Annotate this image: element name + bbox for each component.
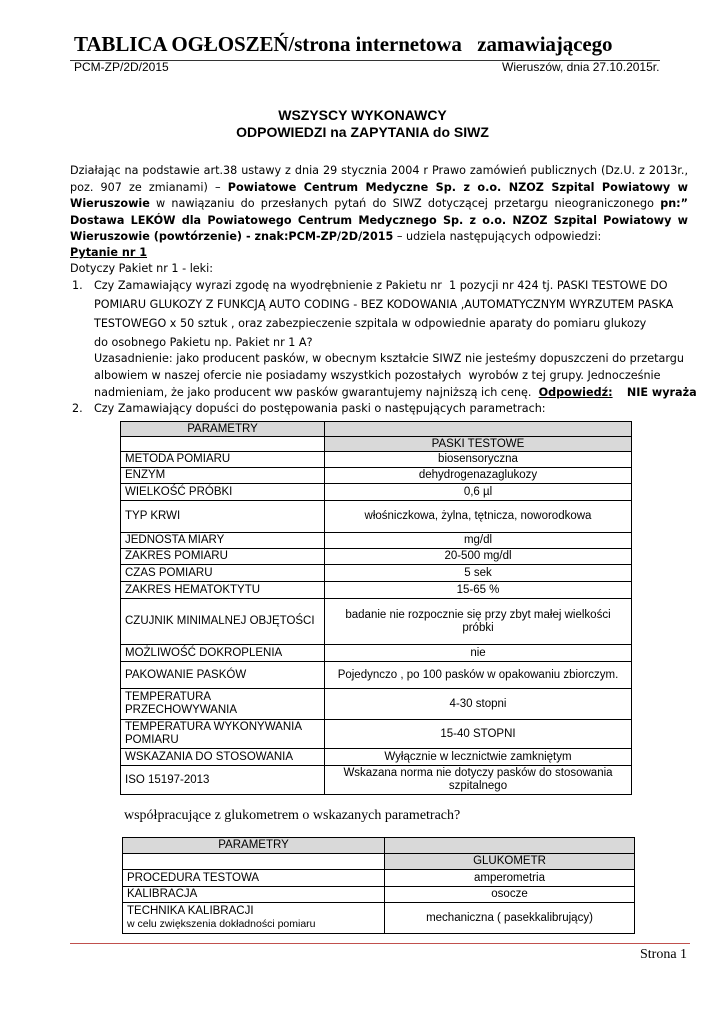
- value-cell: 5 sek: [325, 565, 632, 582]
- param-cell: KALIBRACJA: [123, 887, 385, 903]
- table-header-params: PARAMETRY: [121, 422, 325, 437]
- meter-question: współpracujące z glukometrem o wskazanych parametrach?: [124, 808, 461, 823]
- table-header-empty: [325, 422, 632, 437]
- glucometer-parameters-table: [122, 837, 635, 934]
- item-1-line: Czy Zamawiający wyrazi zgodę na wyodrębnienie z Pakietu nr 1 pozycji nr 424 tj. PASKI TESTOWE DO: [94, 279, 668, 292]
- table-row: [123, 903, 635, 934]
- table-row: [121, 720, 632, 749]
- table-subheader-meter: GLUKOMETR: [385, 854, 635, 870]
- table-row: [121, 582, 632, 599]
- table-row: [123, 887, 635, 903]
- table-row: [121, 645, 632, 662]
- value-cell: włośniczkowa, żylna, tętnicza, noworodkowa: [325, 501, 632, 533]
- table-row: [121, 689, 632, 720]
- place-date: Wieruszów, dnia 27.10.2015r.: [502, 60, 660, 74]
- strips-parameters-table: [120, 421, 632, 795]
- intro-tender-name: pn:” Dostawa LEKÓW dla Powiatowego Centrum Medycznego Sp. z o.o. NZOZ Szpital Powiatowy w Wieruszowie (powtórzenie) - znak:PCM-ZP/2D/2015: [70, 197, 688, 243]
- param-cell: METODA POMIARU: [121, 452, 325, 468]
- value-cell: biosensoryczna: [325, 452, 632, 468]
- item-1-line: POMIARU GLUKOZY Z FUNKCJĄ AUTO CODING - BEZ KODOWANIA ,AUTOMATYCZNYM WYRZUTEM PASKA: [94, 298, 674, 311]
- value-cell: nie: [325, 645, 632, 662]
- value-cell: Wyłącznie w lecznictwie zamkniętym: [325, 749, 632, 766]
- table-row: [121, 468, 632, 484]
- value-cell: badanie nie rozpocznie się przy zbyt małej wielkości próbki: [325, 599, 632, 645]
- justification-last: nadmieniam, że jako producent ww pasków gwarantujemy najniższą ich cenę.: [94, 386, 532, 399]
- value-cell: 0,6 µl: [325, 484, 632, 501]
- param-cell: [123, 903, 385, 934]
- intro-text-1: Działając na podstawie art.38 ustawy z dnia 29 stycznia 2004 r Prawo zamówień publicznych (Dz.U. z 2013r., poz. 907 ze zmianami) –: [70, 164, 688, 194]
- table-subheader-empty: [123, 854, 385, 870]
- table-row: [121, 766, 632, 795]
- justification-line: albowiem w naszej ofercie nie posiadamy wszystkich pozostałych wyrobów z tej grupy. Jednocześnie: [94, 369, 661, 382]
- param-cell: MOŻLIWOŚĆ DOKROPLENIA: [121, 645, 325, 662]
- value-cell: Wskazana norma nie dotyczy pasków do stosowania szpitalnego: [325, 766, 632, 795]
- item-1-line: TESTOWEGO x 50 sztuk , oraz zabezpieczenie szpitala w odpowiednie aparaty do pomiaru glukozy: [94, 317, 647, 330]
- justification-line: Uzasadnienie: jako producent pasków, w obecnym kształcie SIWZ nie jesteśmy dopuszczeni do przetargu: [94, 352, 684, 365]
- param-cell: ZAKRES HEMATOKTYTU: [121, 582, 325, 599]
- table-subheader-row: [121, 437, 632, 452]
- table-row: [121, 501, 632, 533]
- param-cell: TEMPERATURA PRZECHOWYWANIA: [121, 689, 325, 720]
- value-cell: mechaniczna ( pasekkalibrujący): [385, 903, 635, 934]
- table-row: [121, 565, 632, 582]
- table-row: [123, 870, 635, 887]
- param-cell: CZAS POMIARU: [121, 565, 325, 582]
- param-cell: JEDNOSTA MIARY: [121, 533, 325, 549]
- table-header-row: [123, 838, 635, 854]
- table-row: [121, 749, 632, 766]
- param-cell: TEMPERATURA WYKONYWANIA POMIARU: [121, 720, 325, 749]
- footer-divider: [70, 943, 690, 944]
- param-cell: CZUJNIK MINIMALNEJ OBJĘTOŚCI: [121, 599, 325, 645]
- intro-text-3: – udziela następujących odpowiedzi:: [396, 230, 602, 243]
- table-row: [121, 484, 632, 501]
- value-cell: Pojedynczo , po 100 pasków w opakowaniu zbiorczym.: [325, 662, 632, 689]
- reference-number: PCM-ZP/2D/2015: [74, 60, 169, 74]
- value-cell: dehydrogenazaglukozy: [325, 468, 632, 484]
- param-cell: TYP KRWI: [121, 501, 325, 533]
- item-1-line: do osobnego Pakietu np. Pakiet nr 1 A?: [94, 336, 313, 349]
- param-cell: PAKOWANIE PASKÓW: [121, 662, 325, 689]
- value-cell: mg/dl: [325, 533, 632, 549]
- recipients-heading: WSZYSCY WYKONAWCY: [278, 107, 447, 123]
- value-cell: 4-30 stopni: [325, 689, 632, 720]
- param-cell: PROCEDURA TESTOWA: [123, 870, 385, 887]
- answer-value: NIE wyraża: [626, 386, 697, 399]
- table-header-empty: [385, 838, 635, 854]
- answer-label: Odpowiedź:: [538, 386, 613, 399]
- param-cell: ZAKRES POMIARU: [121, 549, 325, 565]
- intro-entity: Powiatowe Centrum Medyczne Sp. z o.o. NZOZ Szpital Powiatowy w Wieruszowie: [70, 180, 689, 210]
- value-cell: 15-65 %: [325, 582, 632, 599]
- item-2-text: Czy Zamawiający dopuści do postępowania paski o następujących parametrach:: [94, 402, 546, 415]
- item-number-1: 1.: [72, 279, 83, 292]
- table-row: [121, 549, 632, 565]
- param-cell: WSKAZANIA DO STOSOWANIA: [121, 749, 325, 766]
- table-subheader-empty: [121, 437, 325, 452]
- intro-paragraph: [70, 163, 688, 246]
- value-cell: osocze: [385, 887, 635, 903]
- param-note: w celu zwiększenia dokładności pomiaru: [127, 918, 316, 930]
- document-heading: ODPOWIEDZI na ZAPYTANIA do SIWZ: [236, 124, 489, 140]
- param-main: TECHNIKA KALIBRACJI: [127, 905, 254, 917]
- param-cell: ISO 15197-2013: [121, 766, 325, 795]
- table-subheader-strips: PASKI TESTOWE: [325, 437, 632, 452]
- param-cell: ENZYM: [121, 468, 325, 484]
- value-cell: amperometria: [385, 870, 635, 887]
- page-number: Strona 1: [640, 947, 688, 962]
- table-row: [121, 662, 632, 689]
- question-concerns: Dotyczy Pakiet nr 1 - leki:: [70, 262, 214, 275]
- intro-text-2: w nawiązaniu do przesłanych pytań do SIWZ dotyczącej przetargu nieograniczonego: [156, 197, 654, 210]
- question-heading: Pytanie nr 1: [70, 246, 148, 259]
- table-header-params: PARAMETRY: [123, 838, 385, 854]
- item-number-2: 2.: [72, 402, 83, 415]
- table-row: [121, 599, 632, 645]
- table-subheader-row: [123, 854, 635, 870]
- justification-answer-line: [94, 385, 697, 402]
- param-cell: WIELKOŚĆ PRÓBKI: [121, 484, 325, 501]
- page-title: TABLICA OGŁOSZEŃ/strona internetowa zamawiającego: [74, 32, 613, 56]
- table-row: [121, 452, 632, 468]
- table-header-row: [121, 422, 632, 437]
- value-cell: 15-40 STOPNI: [325, 720, 632, 749]
- value-cell: 20-500 mg/dl: [325, 549, 632, 565]
- table-row: [121, 533, 632, 549]
